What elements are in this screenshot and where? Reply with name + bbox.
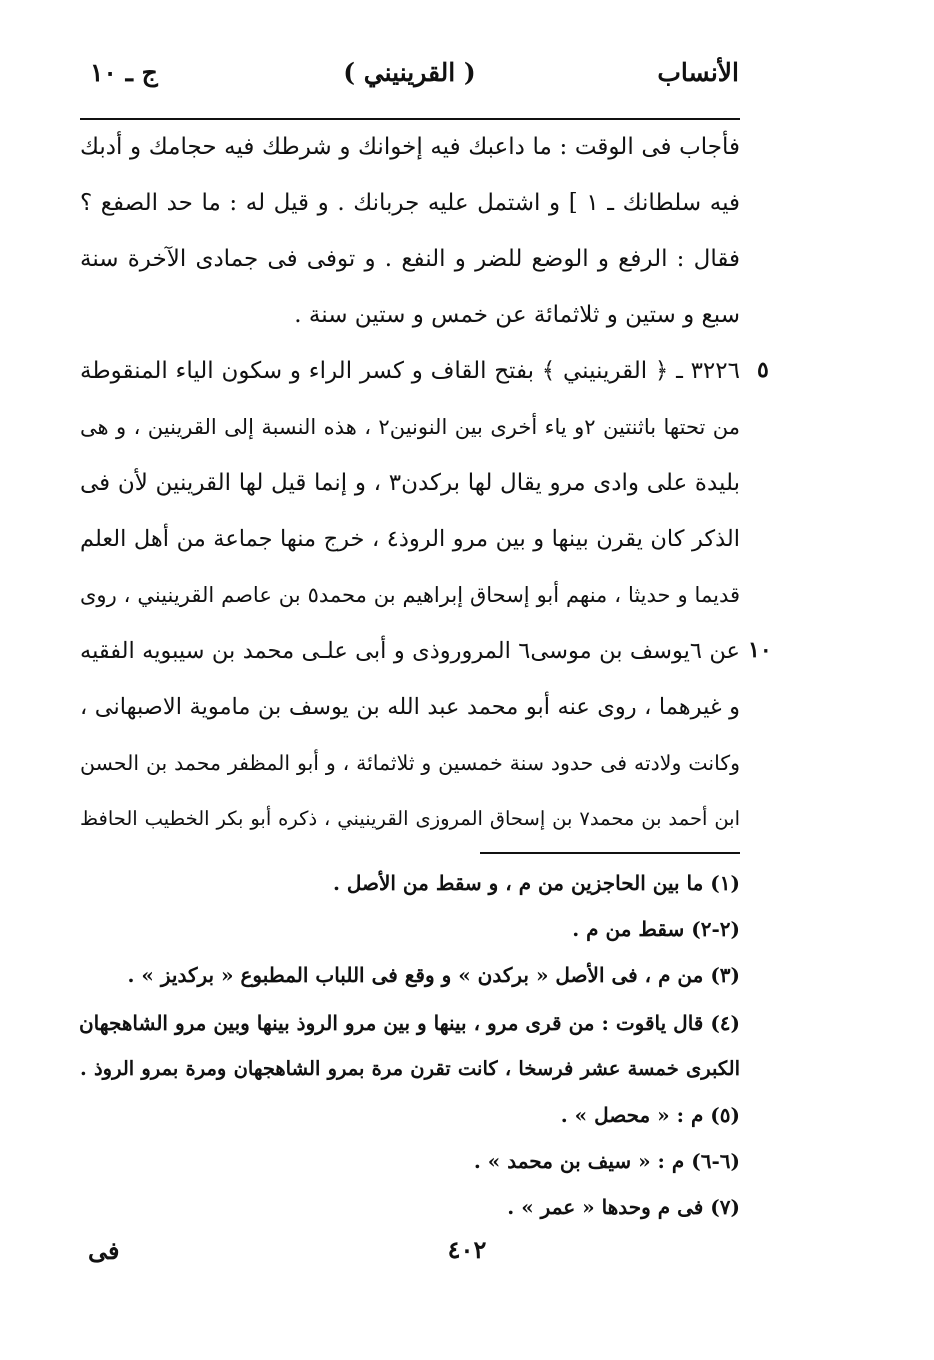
page-number: ٤٠٢ xyxy=(447,1235,487,1264)
body-line: قديما و حديثا ، منهم أبو إسحاق إبراهيم بن محمد٥ بن عاصم القرينيني ، روى xyxy=(80,583,740,607)
line-number-5: ٥ xyxy=(757,357,769,383)
header-volume: ج ـ ١٠ xyxy=(90,58,158,87)
body-line: و غيرهما ، روى عنه أبو محمد عبد الله بن يوسف بن ماموية الاصبهانى ، xyxy=(80,694,740,720)
body-line: وكانت ولادته فى حدود سنة خمسين و ثلاثمائة ، و أبو المظفر محمد بن الحسن xyxy=(80,751,740,775)
line-number-10: ١٠ xyxy=(748,637,772,663)
footnote: (٧) فى م وحدها « عمر » . xyxy=(507,1195,740,1219)
header-rule xyxy=(80,118,740,120)
body-line: ٣٢٢٦ ـ ﴿ القرينيني ﴾ بفتح القاف و كسر الراء و سكون الياء المنقوطة xyxy=(80,358,740,384)
body-line: سبع و ستين و ثلاثمائة عن خمس و ستين سنة . xyxy=(294,302,740,328)
body-line: عن ٦يوسف بن موسى٦ المروروذى و أبى علـى محمد بن سيبويه الفقيه xyxy=(80,638,740,664)
body-line: فأجاب فى الوقت : ما داعبك فيه إخوانك و شرطك فيه حجامك و أدبك xyxy=(80,134,740,160)
header-book-title: الأنساب xyxy=(657,58,739,87)
body-line: الذكر كان يقرن بينها و بين مرو الروذ٤ ، خرج منها جماعة من أهل العلم xyxy=(80,526,740,552)
body-line: فقال : الرفع و الوضع للضر و النفع . و توفى فى جمادى الآخرة سنة xyxy=(80,246,740,272)
body-line: فيه سلطانك ـ ١ ] و اشتمل عليه جربانك . و قيل له : ما حد الصفع ؟ xyxy=(80,190,740,216)
footnote-continuation: الكبرى خمسة عشر فرسخا ، كانت تقرن مرة بمرو الشاهجهان ومرة بمرو الروذ . xyxy=(80,1057,740,1080)
footnote: (٣) من م ، فى الأصل « بركدن » و وقع فى اللباب المطبوع « بركديز » . xyxy=(127,963,740,987)
footnote: (٤) قال ياقوت : من قرى مرو ، بينها و بين مرو الروذ بينها وبين مرو الشاهجهان xyxy=(78,1011,740,1035)
catchword: فى xyxy=(88,1236,120,1265)
body-line: ابن أحمد بن محمد٧ بن إسحاق المروزى القرينيني ، ذكره أبو بكر الخطيب الحافظ xyxy=(80,807,741,830)
body-line: من تحتها باثنتين ٢و ياء أخرى بين النونين٢ ، هذه النسبة إلى القرينين ، و هى xyxy=(80,415,741,439)
footnote: (١) ما بين الحاجزين من م ، و سقط من الأصل . xyxy=(332,871,740,895)
footnote-rule xyxy=(480,852,740,854)
running-header xyxy=(80,58,739,102)
body-line: بليدة على وادى مرو يقال لها بركدن٣ ، و إنما قيل لها القرينين لأن فى xyxy=(80,470,740,496)
header-entry-title: ( القرينيني ) xyxy=(343,58,476,87)
footnote: (٦-٦) م : « سيف بن محمد » . xyxy=(473,1149,740,1173)
footnote: (٥) م : « محصل » . xyxy=(560,1103,740,1127)
footnote: (٢-٢) سقط من م . xyxy=(572,917,740,941)
